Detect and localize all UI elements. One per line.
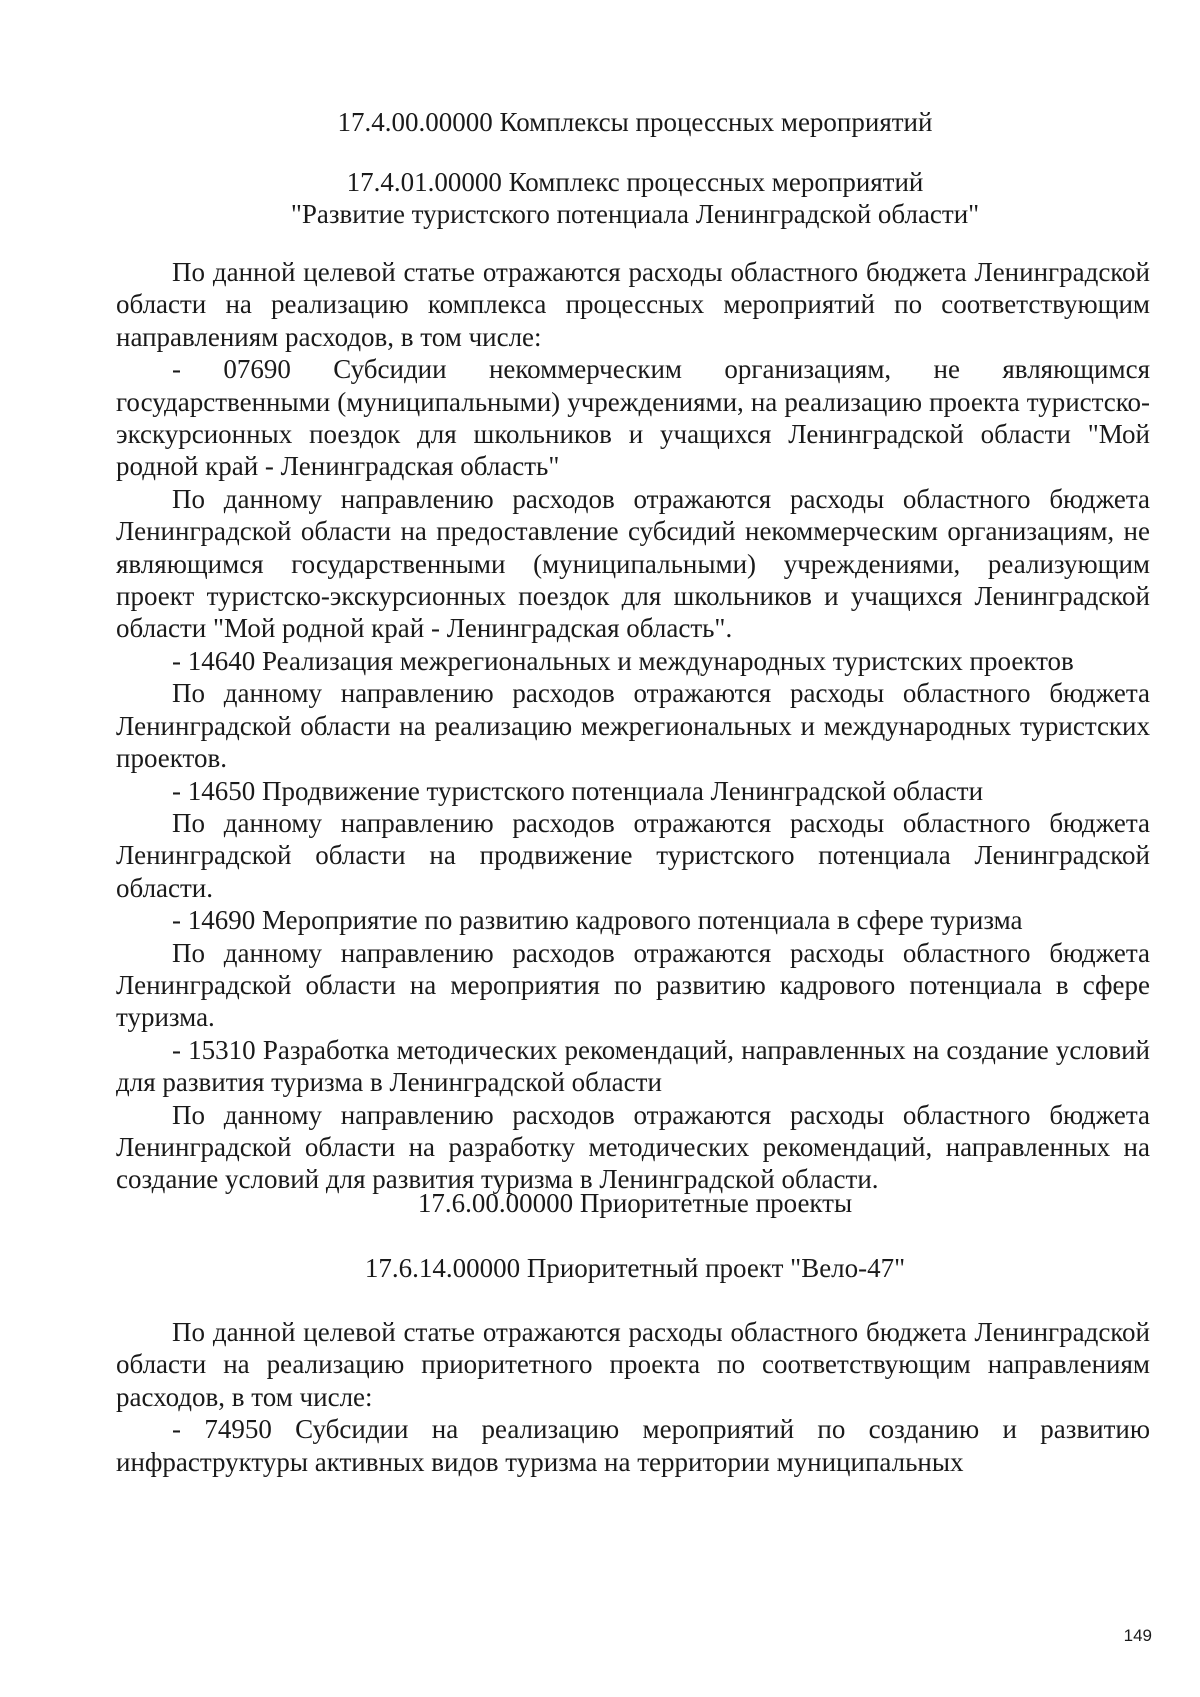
heading-complex-tourism-line1: 17.4.01.00000 Комплекс процессных мероприятий	[346, 167, 924, 197]
paragraph: По данной целевой статье отражаются расходы областного бюджета Ленинградской области на реализацию комплекса процессных мероприятий по соответствующим направлениям расходов, в том числе:	[116, 257, 1150, 352]
heading-velo-47: 17.6.14.00000 Приоритетный проект "Вело-47"	[364, 1253, 906, 1283]
heading-complexes-processes: 17.4.00.00000 Комплексы процессных мероприятий	[337, 107, 933, 137]
paragraph: По данному направлению расходов отражаются расходы областного бюджета Ленинградской области на предоставление субсидий некоммерческим организациям, не являющимся государственными (муниципальными) учреждениями, реализующим проект туристско-экскурсионных поездок для школьников и учащихся Ленинградской области "Мой родной край - Ленинградская область".	[116, 483, 1150, 644]
paragraph: По данному направлению расходов отражаются расходы областного бюджета Ленинградской области на продвижение туристского потенциала Ленинградской области.	[116, 807, 1150, 903]
paragraph-item-74950: - 74950 Субсидии на реализацию мероприятий по созданию и развитию инфраструктуры активных видов туризма на территории муниципальных	[116, 1414, 1150, 1477]
paragraph-item-14640: - 14640 Реализация межрегиональных и международных туристских проектов	[172, 645, 1074, 676]
paragraph: По данному направлению расходов отражаются расходы областного бюджета Ленинградской области на мероприятия по развитию кадрового потенциала в сфере туризма.	[116, 937, 1150, 1033]
paragraph-item-14650: - 14650 Продвижение туристского потенциала Ленинградской области	[172, 775, 984, 806]
paragraph: По данному направлению расходов отражаются расходы областного бюджета Ленинградской области на разработку методических рекомендаций, направленных на создание условий для развития туризма в Ленинградской области.	[116, 1099, 1150, 1195]
heading-priority-projects: 17.6.00.00000 Приоритетные проекты	[417, 1188, 853, 1218]
paragraph: По данному направлению расходов отражаются расходы областного бюджета Ленинградской области на реализацию межрегиональных и международных туристских проектов.	[116, 678, 1150, 774]
paragraph-item-15310: - 15310 Разработка методических рекомендаций, направленных на создание условий для развития туризма в Ленинградской области	[116, 1034, 1150, 1098]
heading-complex-tourism-line2: "Развитие туристского потенциала Ленинградской области"	[290, 199, 980, 230]
section-velo-body	[116, 1316, 1150, 1478]
heading-complex-tourism	[110, 166, 1160, 231]
section-tourism-body	[116, 256, 1150, 1196]
paragraph: По данной целевой статье отражаются расходы областного бюджета Ленинградской области на реализацию приоритетного проекта по соответствующим направлениям расходов, в том числе:	[116, 1317, 1150, 1412]
paragraph-item-14690: - 14690 Мероприятие по развитию кадрового потенциала в сфере туризма	[172, 905, 1023, 936]
page-number: 149	[1123, 1626, 1152, 1645]
paragraph-item-07690: - 07690 Субсидии некоммерческим организациям, не являющимся государственными (муниципальными) учреждениями, на реализацию проекта туристско-экскурсионных поездок для школьников и учащихся Ленинградской области "Мой родной край - Ленинградская область"	[116, 354, 1150, 482]
